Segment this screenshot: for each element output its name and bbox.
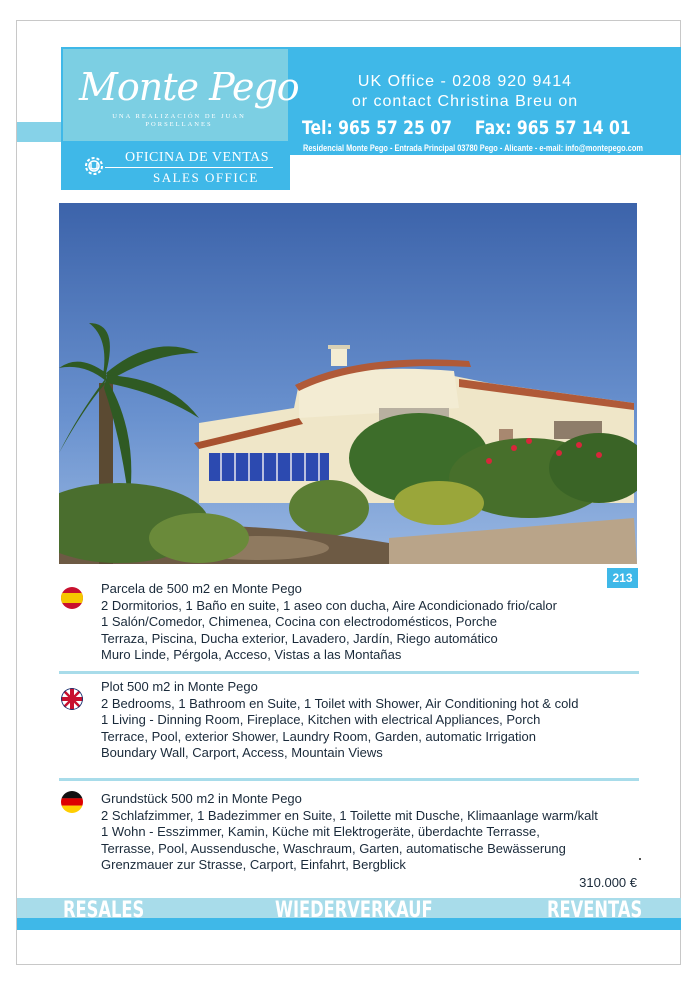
logo: [61, 47, 299, 143]
description-en: [101, 679, 578, 762]
footer-reventas: REVENTAS: [547, 898, 643, 923]
footer-wiederverkauf: WIEDERVERKAUF: [275, 898, 433, 923]
dot: [639, 858, 641, 860]
description-line: Boundary Wall, Carport, Access, Mountain Views: [101, 745, 383, 760]
logo-wordmark: Monte Pego: [79, 65, 299, 109]
footer-resales: RESALES: [63, 898, 145, 923]
description-line: 1 Living - Dinning Room, Fireplace, Kitchen with electrical Appliances, Porch: [101, 712, 541, 727]
germany-flag-icon: [61, 791, 83, 813]
description-line: Parcela de 500 m2 en Monte Pego: [101, 581, 302, 596]
villa-photo: [59, 203, 637, 564]
description-line: Terraza, Piscina, Ducha exterior, Lavadero, Jardín, Riego automático: [101, 630, 498, 646]
description-line: Terrasse, Pool, Aussendusche, Waschraum, Garten, automatische Bewässerung: [101, 840, 566, 856]
office-divider: [105, 167, 273, 168]
description-line: 2 Dormitorios, 1 Baño en suite, 1 aseo con ducha, Aire Acondicionado frio/calor: [101, 597, 557, 613]
office-title-en: SALES OFFICE: [153, 170, 259, 185]
description-line: 1 Salón/Comedor, Chimenea, Cocina con electrodomésticos, Porche: [101, 614, 497, 629]
sales-office-box: [61, 143, 290, 190]
address: Residencial Monte Pego - Entrada Principal 03780 Pego - Alicante - e-mail: info@montepego.com: [303, 143, 643, 153]
description-es: [101, 581, 557, 664]
description-line: Terrace, Pool, exterior Shower, Laundry Room, Garden, automatic Irrigation: [101, 728, 536, 744]
section-divider: [59, 671, 639, 674]
description-line: 2 Schlafzimmer, 1 Badezimmer en Suite, 1 Toilette mit Dusche, Klimaanlage warm/kalt: [101, 807, 598, 823]
gear-icon: [83, 153, 105, 179]
description-line: 2 Bedrooms, 1 Bathroom en Suite, 1 Toilet with Shower, Air Conditioning hot & cold: [101, 695, 579, 711]
phone-fax-line: [302, 117, 631, 139]
description-line: Grenzmauer zur Strasse, Carport, Einfahrt, Bergblick: [101, 857, 406, 872]
price: 310.000 €: [579, 875, 637, 890]
section-divider: [59, 778, 639, 781]
description-line: 1 Wohn - Esszimmer, Kamin, Küche mit Elektrogeräte, überdachte Terrasse,: [101, 824, 540, 839]
telephone: Tel: 965 57 25 07: [302, 117, 452, 139]
contact-person: or contact Christina Breu on: [351, 93, 579, 110]
uk-office-phone: UK Office - 0208 920 9414: [357, 73, 573, 90]
logo-tagline: UNA REALIZACIÓN DE JUAN PORSELLANES: [112, 113, 246, 128]
office-title-es: OFICINA DE VENTAS: [125, 150, 270, 165]
uk-office-info: [290, 72, 640, 112]
description-de: [101, 791, 598, 874]
spain-flag-icon: [61, 587, 83, 609]
description-line: Grundstück 500 m2 in Monte Pego: [101, 791, 302, 806]
description-line: Plot 500 m2 in Monte Pego: [101, 679, 258, 694]
uk-flag-icon: [61, 688, 83, 710]
description-line: Muro Linde, Pérgola, Acceso, Vistas a las Montañas: [101, 647, 402, 662]
fax: Fax: 965 57 14 01: [474, 117, 631, 139]
reference-badge: 213: [607, 568, 638, 588]
